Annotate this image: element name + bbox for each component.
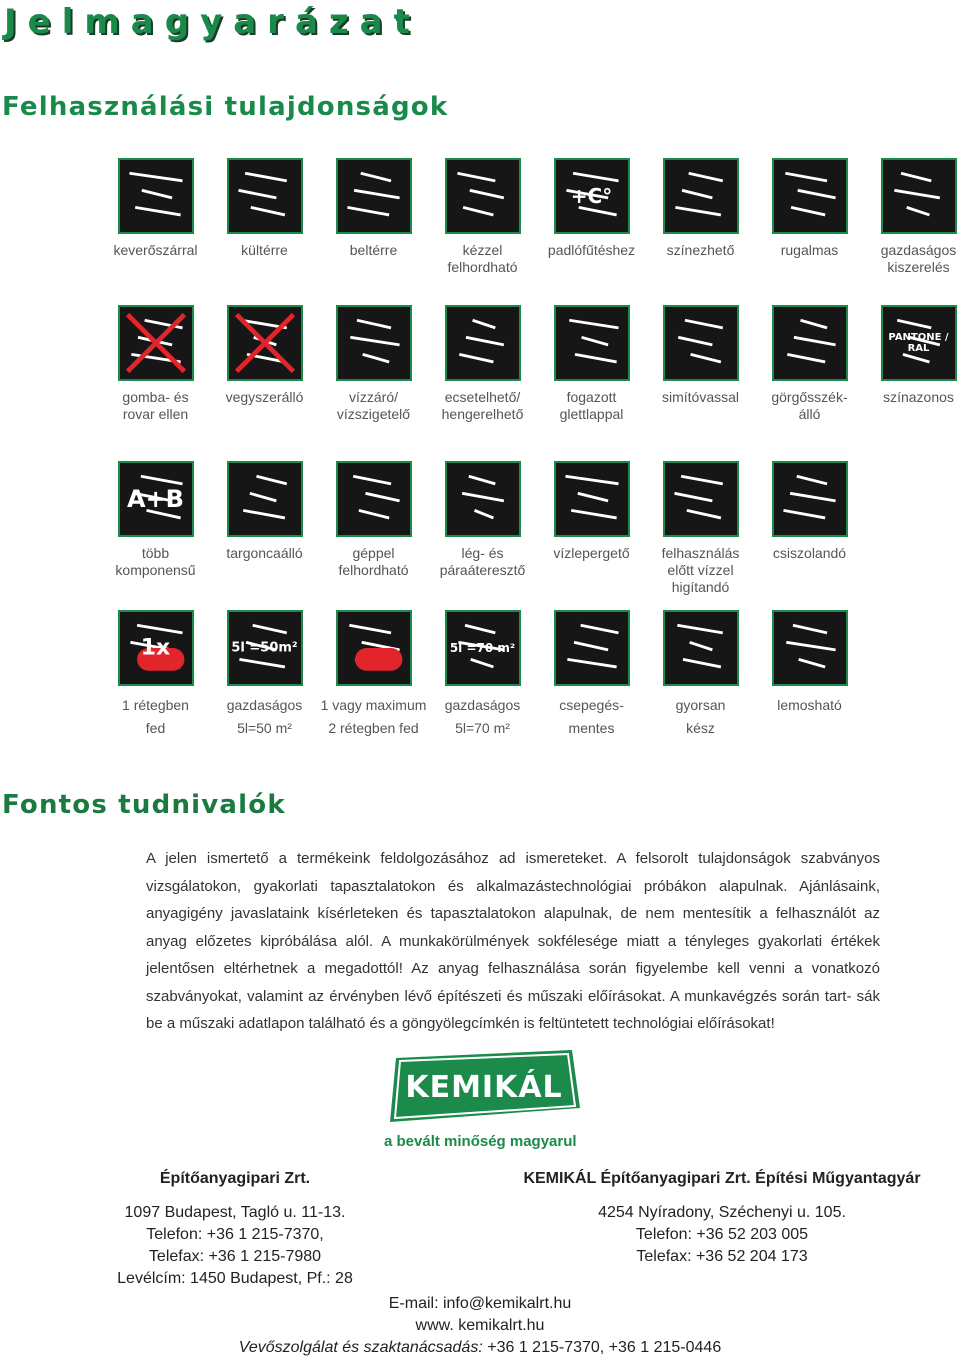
- legend-item: [210, 455, 319, 562]
- floor-heating-icon: [554, 158, 630, 234]
- kemikal-logo: [384, 1048, 584, 1124]
- economic-pack-icon: [881, 158, 957, 234]
- legend-label: 1 vagy maximum 2 rétegben fed: [320, 697, 427, 736]
- legend-item: [101, 299, 210, 423]
- tintable-icon: [663, 158, 739, 234]
- legend-item: [428, 299, 537, 423]
- legend-item: [755, 604, 864, 717]
- legend-label: felhasználás előtt vízzel higítandó: [661, 545, 740, 595]
- legend-item: [646, 455, 755, 596]
- chemical-resistant-icon: [227, 305, 303, 381]
- multi-component-icon: [118, 461, 194, 537]
- legend-label: gyorsan kész: [675, 697, 726, 736]
- legend-label: rugalmas: [780, 242, 839, 258]
- drip-free-icon: [554, 610, 630, 686]
- legend-label: géppel felhordható: [338, 545, 409, 578]
- company-left-line: Telefax: +36 1 215-7980: [148, 1248, 322, 1265]
- company-left-line: 1097 Budapest, Tagló u. 11-13.: [124, 1204, 346, 1221]
- company-right-line: 4254 Nyíradony, Széchenyi u. 105.: [598, 1204, 846, 1221]
- notes-heading: Fontos tudnivalók: [2, 790, 286, 820]
- legend-label: 1 rétegben fed: [122, 697, 189, 736]
- logo-name: KEMIKÁL: [405, 1070, 563, 1105]
- legend-item: [864, 152, 960, 276]
- legend-label: lég- és páraáteresztő: [439, 545, 526, 578]
- legend-item: [646, 604, 755, 740]
- forklift-icon: [227, 461, 303, 537]
- legend-label: gazdaságos kiszerelés: [880, 242, 957, 275]
- legend-label: színezhető: [666, 242, 735, 258]
- indoor-icon: [336, 158, 412, 234]
- legend-item: [537, 604, 646, 740]
- two-coat-icon: [336, 610, 412, 686]
- company-right: [512, 1168, 932, 1268]
- legend-label: vízzáró/ vízszigetelő: [336, 389, 411, 422]
- brush-roller-icon: [445, 305, 521, 381]
- legend-item: [537, 455, 646, 562]
- company-left: [100, 1168, 370, 1290]
- legend-item: [537, 152, 646, 259]
- legend-item: [864, 299, 960, 406]
- company-left-name: Építőanyagipari Zrt.: [159, 1170, 311, 1187]
- legend-item: [210, 299, 319, 406]
- legend-label: vízlepergető: [553, 545, 630, 561]
- email-link[interactable]: E-mail: info@kemikalrt.hu: [388, 1295, 572, 1312]
- legend-item: [319, 299, 428, 423]
- service-line: [200, 1337, 760, 1359]
- legend-item: [755, 455, 864, 562]
- coverage-70-icon: [445, 610, 521, 686]
- legend-item: [428, 604, 537, 740]
- legend-item: [428, 152, 537, 276]
- water-repellent-icon: [554, 461, 630, 537]
- company-right-name: KEMIKÁL Építőanyagipari Zrt. Építési Műgyantagyár: [523, 1170, 921, 1187]
- legend-label: csiszolandó: [772, 545, 847, 561]
- website-link[interactable]: www. kemikalrt.hu: [415, 1317, 545, 1334]
- legend-item: [210, 152, 319, 259]
- color-match-icon: [881, 305, 957, 381]
- dilute-water-icon: [663, 461, 739, 537]
- legend-item: [428, 455, 537, 579]
- legend-label: fogazott glettlappal: [559, 389, 624, 422]
- legend-item: [210, 604, 319, 740]
- icon-mark: 5l =50m²: [231, 640, 298, 656]
- icon-mark: +C°: [570, 184, 613, 208]
- legend-item: [319, 152, 428, 259]
- legend-label: csepegés- mentes: [559, 697, 624, 736]
- legend-item: [101, 455, 210, 579]
- quick-dry-icon: [663, 610, 739, 686]
- fungus-insect-icon: [118, 305, 194, 381]
- sanding-icon: [772, 461, 848, 537]
- outdoor-icon: [227, 158, 303, 234]
- legend-item: [537, 299, 646, 423]
- spray-gun-icon: [336, 461, 412, 537]
- legend-label: lemosható: [777, 697, 842, 713]
- castor-chair-icon: [772, 305, 848, 381]
- legend-label: vegyszerálló: [225, 389, 304, 405]
- legend-label: színazonos: [883, 389, 954, 405]
- legend-label: gazdaságos 5l=70 m²: [444, 697, 521, 736]
- legend-label: targoncaálló: [226, 545, 303, 561]
- one-coat-icon: [118, 610, 194, 686]
- waterproof-icon: [336, 305, 412, 381]
- footer: [200, 1293, 760, 1359]
- breathable-icon: [445, 461, 521, 537]
- washable-icon: [772, 610, 848, 686]
- properties-heading: Felhasználási tulajdonságok: [2, 92, 449, 122]
- page-title: Jelmagyarázat: [4, 2, 421, 42]
- legend-label: kültérre: [241, 242, 288, 258]
- hand-application-icon: [445, 158, 521, 234]
- legend-item: [755, 152, 864, 259]
- mixer-icon: [118, 158, 194, 234]
- company-left-line: Telefon: +36 1 215-7370,: [146, 1226, 324, 1243]
- legend-label: gomba- és rovar ellen: [122, 389, 189, 422]
- smoothing-trowel-icon: [663, 305, 739, 381]
- company-left-line: Levélcím: 1450 Budapest, Pf.: 28: [117, 1270, 353, 1287]
- legend-item: [755, 299, 864, 423]
- legend-label: ecsetelhető/ hengerelhető: [441, 389, 524, 422]
- notched-trowel-icon: [554, 305, 630, 381]
- legend-item: [101, 604, 210, 740]
- legend-item: [319, 604, 428, 740]
- icon-mark: A+B: [127, 485, 184, 513]
- company-right-line: Telefon: +36 52 203 005: [635, 1226, 809, 1243]
- legend-item: [101, 152, 210, 259]
- legend-label: görgősszék- álló: [771, 389, 848, 422]
- legend-label: simítóvassal: [661, 389, 740, 405]
- service-label: Vevőszolgálat és szaktanácsadás:: [238, 1339, 483, 1356]
- legend-item: [319, 455, 428, 579]
- legend-label: padlófűtéshez: [547, 242, 636, 258]
- notes-paragraph: A jelen ismertető a termékeink feldolgozásához ad ismereteket. A felsorolt tulajdonságok szabványos vizsgálatokon, gyakorlati tapasztalatokon és alkalmazástechnológiai próbákon alapulnak. Ajánlásaink, anyagigény javaslataink kísérleteken és tapasztalatokon alapulnak, de nem mentesítik a felhasználót az anyag előzetes kipróbálása alól. A munkakörülmények sokfélesége miatt a tényleges gyakorlati értékek jelentősen eltérhetnek a megadottól! Az anyag felhasználása során figyelembe kell venni a vonatkozó szabványokat, valamint az érvényben lévő építészeti és műszaki előírásokat. A munkavégzés során tart- sák be a műszaki adatlapon található és a göngyölegcímkén is feltüntetett technológiai előírásokat!: [146, 850, 880, 1032]
- icon-mark: PANTONE / RAL: [888, 332, 949, 354]
- coverage-50-icon: [227, 610, 303, 686]
- legend-label: kézzel felhordható: [447, 242, 518, 275]
- icon-mark: 1x: [140, 635, 171, 661]
- legend-item: [646, 152, 755, 259]
- icon-mark: 5l =70 m²: [449, 641, 516, 655]
- legend-item: [646, 299, 755, 406]
- logo-tagline: a bevált minőség magyarul: [384, 1133, 577, 1150]
- legend-label: keverőszárral: [113, 242, 198, 258]
- legend-label: gazdaságos 5l=50 m²: [226, 697, 303, 736]
- company-right-line: Telefax: +36 52 204 173: [636, 1248, 808, 1265]
- elastic-icon: [772, 158, 848, 234]
- service-phones: +36 1 215-7370, +36 1 215-0446: [487, 1339, 722, 1356]
- legend-label: több komponensű: [115, 545, 196, 578]
- legend-label: beltérre: [349, 242, 398, 258]
